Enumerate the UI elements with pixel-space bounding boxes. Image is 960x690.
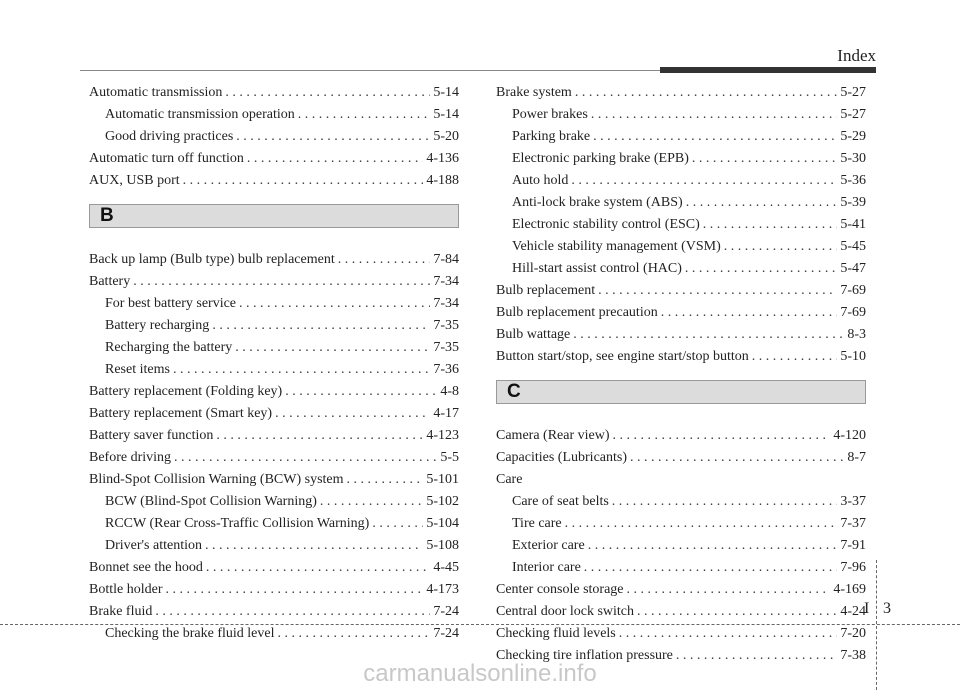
index-column-right [496, 82, 866, 667]
leader-dots [183, 170, 424, 192]
entry-label: Button start/stop, see engine start/stop button [496, 349, 749, 364]
entry-label: Driver's attention [105, 538, 202, 553]
entry-page: 4-173 [426, 582, 459, 597]
index-entry [496, 447, 866, 469]
leader-dots [225, 82, 430, 104]
entry-page: 4-24 [840, 604, 866, 619]
entry-page: 3-37 [840, 494, 866, 509]
entry-label: Capacities (Lubricants) [496, 450, 628, 465]
leader-dots [752, 346, 838, 368]
entry-label: Vehicle stability management (VSM) [512, 239, 721, 254]
index-entry [496, 104, 866, 126]
index-entry [496, 513, 866, 535]
page-prefix: I [864, 600, 870, 617]
entry-page: 7-69 [840, 283, 866, 298]
entry-page: 4-120 [833, 428, 866, 443]
leader-dots [338, 249, 431, 271]
entry-label: Bulb replacement precaution [496, 305, 658, 320]
leader-dots [598, 280, 837, 302]
entry-page: 5-36 [840, 173, 866, 188]
index-entry [496, 214, 866, 236]
index-entry [496, 148, 866, 170]
entry-label: Power brakes [512, 107, 588, 122]
entry-page: 4-169 [833, 582, 866, 597]
index-entry [496, 82, 866, 104]
leader-dots [247, 148, 423, 170]
header-accent-bar [660, 67, 876, 73]
index-entry [89, 104, 459, 126]
index-entry [496, 126, 866, 148]
entry-page: 4-188 [426, 173, 459, 188]
entry-label: Electronic parking brake (EPB) [512, 151, 689, 166]
entry-label: Battery saver function [89, 428, 214, 443]
entry-label: Automatic transmission [89, 85, 223, 100]
entry-label: Recharging the battery [105, 340, 233, 355]
index-entry [89, 82, 459, 104]
entry-label: For best battery service [105, 296, 237, 311]
index-column-left [89, 82, 459, 645]
index-entry [496, 491, 866, 513]
entry-label: Electronic stability control (ESC) [512, 217, 700, 232]
index-entry [89, 425, 459, 447]
page-number: 3 [883, 600, 891, 617]
entry-label: Brake fluid [89, 604, 153, 619]
entry-page: 7-36 [433, 362, 459, 377]
index-entry [89, 249, 459, 271]
entry-page: 5-45 [840, 239, 866, 254]
entry-page: 7-69 [840, 305, 866, 320]
entries-b-continued [496, 82, 866, 368]
entry-label: Battery [89, 274, 131, 289]
entry-label: Anti-lock brake system (ABS) [512, 195, 683, 210]
entry-label: Hill-start assist control (HAC) [512, 261, 682, 276]
leader-dots [206, 557, 430, 579]
entry-page: 5-27 [840, 107, 866, 122]
entry-label: Exterior care [512, 538, 585, 553]
leader-dots [573, 324, 844, 346]
entry-page: 5-41 [840, 217, 866, 232]
entry-page: 7-96 [840, 560, 866, 575]
index-entry [496, 579, 866, 601]
leader-dots [571, 170, 837, 192]
entry-label: Auto hold [512, 173, 569, 188]
leader-dots [298, 104, 431, 126]
entry-label: Interior care [512, 560, 581, 575]
leader-dots [347, 469, 424, 491]
index-entry [496, 302, 866, 324]
leader-dots [278, 623, 431, 645]
leader-dots [239, 293, 430, 315]
leader-dots [205, 535, 423, 557]
leader-dots [584, 557, 838, 579]
leader-dots [285, 381, 437, 403]
index-entry [89, 535, 459, 557]
index-entry [496, 192, 866, 214]
entry-page: 4-136 [426, 151, 459, 166]
index-entry [496, 535, 866, 557]
entry-label: Automatic turn off function [89, 151, 244, 166]
entry-label: Back up lamp (Bulb type) bulb replacement [89, 252, 335, 267]
leader-dots [685, 258, 837, 280]
leader-dots [692, 148, 837, 170]
entry-label: Central door lock switch [496, 604, 635, 619]
entry-label: Care of seat belts [512, 494, 609, 509]
entry-page: 5-10 [840, 349, 866, 364]
index-entry [89, 293, 459, 315]
entry-page: 5-102 [426, 494, 459, 509]
entry-page: 7-24 [433, 626, 459, 641]
leader-dots [703, 214, 838, 236]
leader-dots [173, 359, 430, 381]
leader-dots [166, 579, 424, 601]
entry-label: Bulb replacement [496, 283, 596, 298]
leader-dots [575, 82, 838, 104]
leader-dots [174, 447, 437, 469]
index-entry [89, 601, 459, 623]
entry-label: Before driving [89, 450, 172, 465]
entry-label: Battery replacement (Smart key) [89, 406, 273, 421]
entry-label: Parking brake [512, 129, 591, 144]
section-header-b [89, 204, 459, 228]
entry-page: 5-20 [433, 129, 459, 144]
watermark: carmanualsonline.info [363, 660, 597, 687]
index-entry [89, 337, 459, 359]
leader-dots [630, 447, 844, 469]
index-entry [496, 601, 866, 623]
leader-dots [588, 535, 838, 557]
entry-label: Bottle holder [89, 582, 163, 597]
leader-dots [591, 104, 838, 126]
index-entry [496, 324, 866, 346]
index-entry [89, 447, 459, 469]
index-entry [89, 403, 459, 425]
entry-label: Battery recharging [105, 318, 210, 333]
entry-page: 5-14 [433, 107, 459, 122]
leader-dots [593, 126, 837, 148]
entry-label: AUX, USB port [89, 173, 180, 188]
index-entry [89, 126, 459, 148]
index-entry [89, 381, 459, 403]
index-entry [89, 557, 459, 579]
index-entry [89, 271, 459, 293]
leader-dots [613, 425, 831, 447]
leader-dots [320, 491, 423, 513]
entry-page: 8-7 [847, 450, 866, 465]
entry-label: Care [496, 472, 523, 487]
entry-page: 4-17 [433, 406, 459, 421]
entry-label: Reset items [105, 362, 170, 377]
index-entry [89, 315, 459, 337]
index-entry [89, 513, 459, 535]
leader-dots [724, 236, 838, 258]
entry-page: 5-5 [440, 450, 459, 465]
entry-page: 7-91 [840, 538, 866, 553]
entry-label: Bulb wattage [496, 327, 571, 342]
index-entry [496, 258, 866, 280]
entries-c [496, 425, 866, 667]
index-entry [89, 359, 459, 381]
leader-dots [155, 601, 430, 623]
entry-page: 5-47 [840, 261, 866, 276]
index-entry [496, 557, 866, 579]
entry-page: 7-35 [433, 318, 459, 333]
entry-page: 4-8 [440, 384, 459, 399]
leader-dots [275, 403, 430, 425]
leader-dots [619, 623, 838, 645]
leader-dots [212, 315, 430, 337]
entry-label: Tire care [512, 516, 562, 531]
index-entry [89, 170, 459, 192]
leader-dots [661, 302, 838, 324]
leader-dots [565, 513, 838, 535]
index-entry [496, 346, 866, 368]
entry-label: Brake system [496, 85, 572, 100]
section-header-c [496, 380, 866, 404]
entry-page: 7-20 [840, 626, 866, 641]
entry-page: 5-39 [840, 195, 866, 210]
index-entry [89, 579, 459, 601]
leader-dots [627, 579, 831, 601]
leader-dots [637, 601, 837, 623]
index-entry [496, 425, 866, 447]
leader-dots [612, 491, 838, 513]
entry-label: Center console storage [496, 582, 624, 597]
entry-label: Checking the brake fluid level [105, 626, 275, 641]
entry-page: 7-34 [433, 274, 459, 289]
leader-dots [686, 192, 838, 214]
entry-page: 5-27 [840, 85, 866, 100]
leader-dots [372, 513, 423, 535]
entry-label: Blind-Spot Collision Warning (BCW) system [89, 472, 344, 487]
entry-page: 8-3 [847, 327, 866, 342]
entry-label: Automatic transmission operation [105, 107, 295, 122]
entry-page: 5-30 [840, 151, 866, 166]
leader-dots [236, 126, 430, 148]
header-title: Index [837, 46, 876, 65]
entry-page: 5-108 [426, 538, 459, 553]
entry-page: 7-35 [433, 340, 459, 355]
index-entry [496, 469, 866, 491]
leader-dots [133, 271, 430, 293]
index-entry [89, 491, 459, 513]
index-entry [496, 623, 866, 645]
leader-dots [216, 425, 423, 447]
footer-dashed-rule [0, 624, 960, 625]
index-entry [89, 148, 459, 170]
index-entry [89, 469, 459, 491]
entry-page: 7-37 [840, 516, 866, 531]
entry-page: 7-24 [433, 604, 459, 619]
entry-label: BCW (Blind-Spot Collision Warning) [105, 494, 317, 509]
entry-label: Checking fluid levels [496, 626, 616, 641]
index-entry [496, 170, 866, 192]
section-letter: B [100, 205, 114, 226]
entry-label: Camera (Rear view) [496, 428, 610, 443]
entry-page: 4-123 [426, 428, 459, 443]
entry-label: Checking tire inflation pressure [496, 648, 673, 663]
entry-page: 4-45 [433, 560, 459, 575]
leader-dots [235, 337, 430, 359]
entry-page: 7-38 [840, 648, 866, 663]
index-entry [496, 280, 866, 302]
entry-label: Good driving practices [105, 129, 234, 144]
index-entry [89, 623, 459, 645]
entry-page: 7-34 [433, 296, 459, 311]
entry-page: 5-14 [433, 85, 459, 100]
entry-page: 5-104 [426, 516, 459, 531]
entry-label: Bonnet see the hood [89, 560, 203, 575]
entry-page: 7-84 [433, 252, 459, 267]
entry-page: 5-101 [426, 472, 459, 487]
entry-page: 5-29 [840, 129, 866, 144]
index-entry [496, 236, 866, 258]
entry-label: Battery replacement (Folding key) [89, 384, 283, 399]
section-letter: C [507, 381, 521, 402]
entries-b [89, 249, 459, 645]
entry-label: RCCW (Rear Cross-Traffic Collision Warning) [105, 516, 370, 531]
entries-a [89, 82, 459, 192]
